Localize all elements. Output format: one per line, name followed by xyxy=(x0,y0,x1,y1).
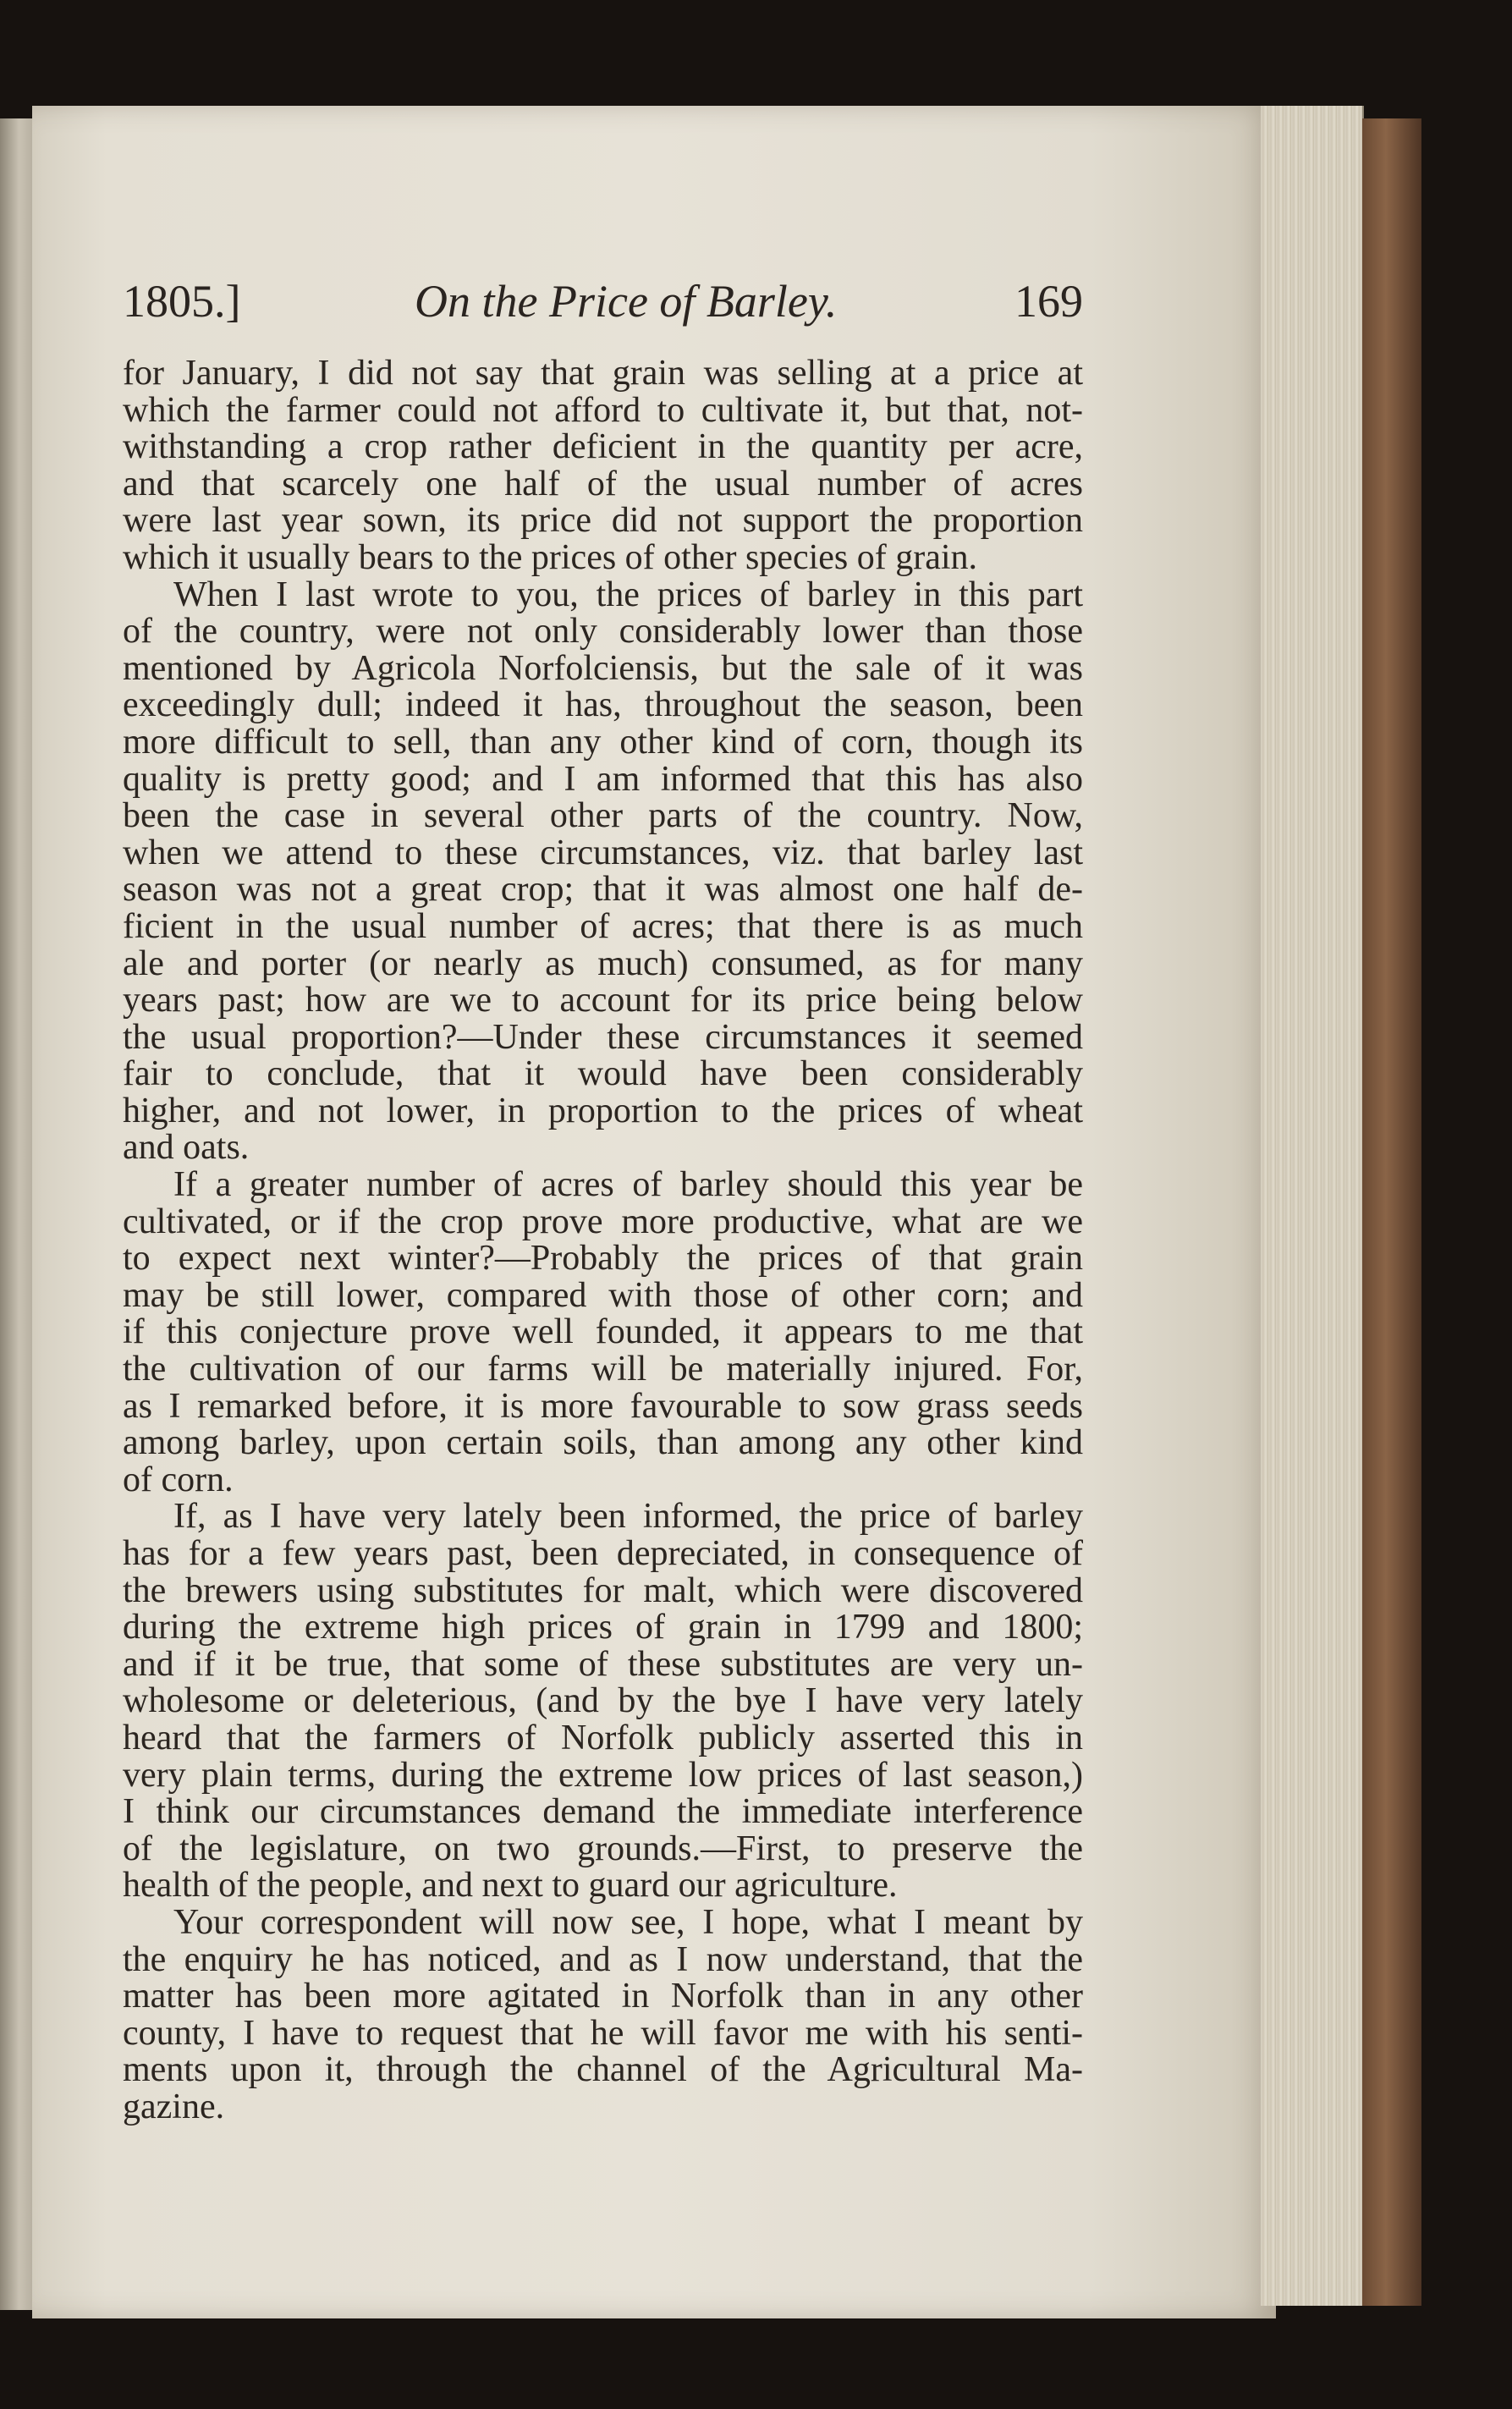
text-line-content: if this conjecture prove well founded, it appears to me that xyxy=(123,1312,1083,1352)
text-line xyxy=(123,1644,1083,1684)
text-line-content: season was not a great crop; that it was almost one half de- xyxy=(123,870,1083,910)
text-line-content: Your correspondent will now see, I hope, what I meant by xyxy=(173,1902,1083,1942)
text-line xyxy=(123,1683,1083,1720)
text-line-content: more difficult to sell, than any other kind of corn, though its xyxy=(123,722,1083,762)
text-line xyxy=(123,537,1083,577)
text-line-content: quality is pretty good; and I am informed that this has also xyxy=(123,759,1083,799)
text-line-content: of corn. xyxy=(123,1460,234,1499)
text-line xyxy=(123,1462,1083,1499)
text-line-content: ficient in the usual number of acres; that there is as much xyxy=(123,906,1083,946)
text-line-content: health of the people, and next to guard our agriculture. xyxy=(123,1866,898,1906)
text-line xyxy=(123,2089,1083,2126)
text-line-content: and that scarcely one half of the usual number of acres xyxy=(123,464,1083,503)
text-line xyxy=(123,1093,1083,1130)
text-line xyxy=(123,1902,1083,1942)
text-line-content: and oats. xyxy=(123,1128,250,1168)
text-line xyxy=(123,1130,1083,1167)
text-line-content: of the legislature, on two grounds.—First, to preserve the xyxy=(123,1829,1083,1868)
text-line-content: which it usually bears to the prices of other species of grain. xyxy=(123,537,978,577)
text-line-content: When I last wrote to you, the prices of barley in this part xyxy=(173,575,1083,614)
text-line xyxy=(123,1314,1083,1351)
text-line-content: ments upon it, through the channel of the Agricultural Ma- xyxy=(123,2050,1083,2090)
text-line xyxy=(123,1536,1083,1573)
text-line-content: as I remarked before, it is more favourable to sow grass seeds xyxy=(123,1386,1083,1426)
text-line-content: fair to conclude, that it would have been considerably xyxy=(123,1054,1083,1094)
text-line-content: years past; how are we to account for its price being below xyxy=(123,981,1083,1020)
text-line-content: gazine. xyxy=(123,2087,225,2126)
text-line xyxy=(123,1204,1083,1241)
text-line-content: during the extreme high prices of grain in 1799 and 1800; xyxy=(123,1608,1083,1647)
text-line-content: wholesome or deleterious, (and by the bye I have very lately xyxy=(123,1681,1083,1721)
text-line-content: and if it be true, that some of these substitutes are very un- xyxy=(123,1644,1083,1684)
text-line-content: to expect next winter?—Probably the prices of that grain xyxy=(123,1239,1083,1279)
text-line-content: when we attend to these circumstances, viz. that barley last xyxy=(123,833,1083,872)
text-line-content: I think our circumstances demand the immediate interference xyxy=(123,1792,1083,1832)
text-line-content: has for a few years past, been depreciated, in consequence of xyxy=(123,1534,1083,1573)
text-line xyxy=(123,1570,1083,1610)
text-line xyxy=(123,1831,1083,1868)
text-line-content: If, as I have very lately been informed, the price of barley xyxy=(173,1497,1083,1537)
text-line xyxy=(123,466,1083,503)
text-line xyxy=(123,798,1083,835)
text-line xyxy=(123,1939,1083,1979)
book-gutter-left xyxy=(0,118,32,2310)
book-cover-edge xyxy=(1362,118,1421,2306)
text-line-content: the enquiry he has noticed, and as I now understand, that the xyxy=(123,1939,1083,1979)
text-line xyxy=(123,429,1083,466)
text-line xyxy=(123,1720,1083,1757)
text-line-content: If a greater number of acres of barley should this year be xyxy=(173,1165,1083,1205)
text-line-content: the cultivation of our farms will be materially injured. For, xyxy=(123,1350,1083,1389)
text-line-content: heard that the farmers of Norfolk publicly asserted this in xyxy=(123,1718,1083,1757)
text-line xyxy=(123,1499,1083,1536)
text-line-content: may be still lower, compared with those of other corn; and xyxy=(123,1275,1083,1315)
text-line-content: the usual proportion?—Under these circumstances it seemed xyxy=(123,1017,1083,1057)
page-number: 169 xyxy=(1014,276,1083,327)
text-line xyxy=(123,503,1083,540)
text-line-content: among barley, upon certain soils, than among any other kind xyxy=(123,1423,1083,1463)
text-line xyxy=(123,1867,1083,1905)
text-line-content: for January, I did not say that grain was selling at a price at xyxy=(123,354,1083,393)
running-head-year: 1805.] xyxy=(123,276,241,327)
text-line xyxy=(123,355,1083,393)
article-body xyxy=(123,355,1083,2126)
text-line xyxy=(123,835,1083,872)
text-line xyxy=(123,2013,1083,2053)
text-line xyxy=(123,390,1083,430)
text-line xyxy=(123,1609,1083,1647)
text-line xyxy=(123,1386,1083,1426)
running-head-title: On the Price of Barley. xyxy=(415,276,838,327)
text-line xyxy=(123,577,1083,614)
text-line xyxy=(123,1275,1083,1315)
text-line xyxy=(123,724,1083,762)
text-line-content: higher, and not lower, in proportion to the prices of wheat xyxy=(123,1091,1083,1130)
text-line-content: matter has been more agitated in Norfolk than in any other xyxy=(123,1977,1083,2016)
text-line-content: ale and porter (or nearly as much) consumed, as for many xyxy=(123,943,1083,983)
text-line-content: exceedingly dull; indeed it has, throughout the season, been xyxy=(123,685,1083,725)
text-line xyxy=(123,1167,1083,1204)
text-line-content: very plain terms, during the extreme low prices of last season,) xyxy=(123,1755,1083,1795)
text-line xyxy=(123,648,1083,688)
text-line-content: which the farmer could not afford to cultivate it, but that, not- xyxy=(123,390,1083,430)
text-line-content: county, I have to request that he will favor me with his senti- xyxy=(123,2013,1083,2053)
text-line-content: were last year sown, its price did not support the proportion xyxy=(123,501,1083,541)
text-line xyxy=(123,1978,1083,2016)
text-line xyxy=(123,1240,1083,1278)
text-line-content: mentioned by Agricola Norfolciensis, but the sale of it was xyxy=(123,648,1083,688)
text-line xyxy=(123,906,1083,946)
page-edges xyxy=(1261,106,1364,2306)
text-line xyxy=(123,1017,1083,1057)
text-line-content: withstanding a crop rather deficient in the quantity per acre, xyxy=(123,427,1083,467)
text-line xyxy=(123,1056,1083,1093)
running-head xyxy=(123,275,1083,343)
text-line xyxy=(123,1757,1083,1795)
text-line xyxy=(123,1351,1083,1389)
text-line xyxy=(123,1794,1083,1831)
text-line xyxy=(123,2052,1083,2089)
text-line xyxy=(123,759,1083,799)
text-line xyxy=(123,1425,1083,1462)
text-line xyxy=(123,943,1083,983)
text-line xyxy=(123,687,1083,724)
text-line xyxy=(123,872,1083,909)
text-line-content: of the country, were not only considerably lower than those xyxy=(123,612,1083,652)
text-line-content: been the case in several other parts of the country. Now, xyxy=(123,796,1083,836)
text-line xyxy=(123,613,1083,651)
text-line-content: cultivated, or if the crop prove more productive, what are we xyxy=(123,1202,1083,1241)
text-line-content: the brewers using substitutes for malt, which were discovered xyxy=(123,1570,1083,1610)
text-line xyxy=(123,982,1083,1020)
